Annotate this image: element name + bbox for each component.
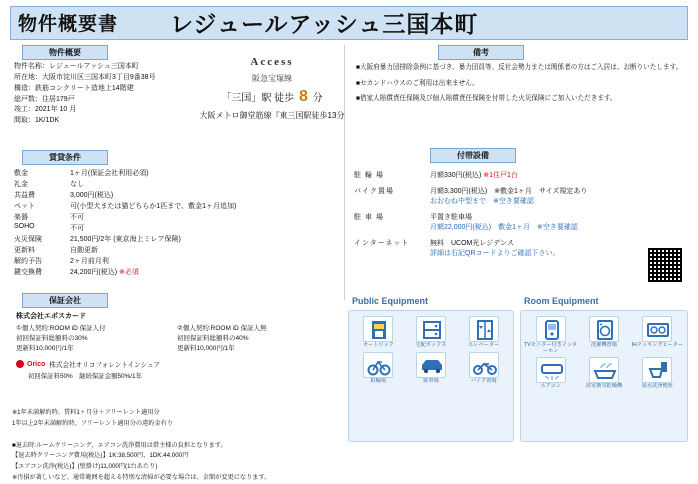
outline-row: 所在地：大阪市淀川区三国本町3丁目9番38号 [14, 73, 156, 81]
facility-note: ※1住戸1台 [483, 172, 518, 179]
access-walk-minutes: 8 [298, 88, 308, 105]
equipment-item [405, 352, 458, 385]
public-equipment-box [348, 310, 514, 442]
access-walk-label: 徒歩 [274, 93, 295, 104]
footnotes [12, 408, 342, 484]
plan-line: 更新料10,000円/1年 [16, 344, 74, 352]
terms-section [12, 150, 338, 277]
equipment-item [457, 316, 510, 349]
orico-brand: Orico [27, 360, 46, 368]
ih-stove-icon [642, 316, 672, 342]
room-equipment-grid [521, 311, 687, 393]
footnote-line: 【退去時クリーニング費用(税込)】1K:38,500円、1DK:44,000円 [12, 452, 189, 460]
footnote-line: 【エアコン洗浄(税込)】(壁掛け)11,000円(1台あたり) [12, 463, 158, 471]
terms-key: SOHO [14, 222, 35, 230]
equipment-item [631, 357, 684, 390]
facility-note: 詳細は右記QRコードよりご確認下さい。 [430, 250, 560, 257]
terms-value: 2ヶ月前月利 [70, 257, 109, 265]
page-title: 物件概要書 [18, 14, 119, 35]
footnote-line: ※1年未満解約時、賃料1ヶ月分＋フリーレント適用分 [12, 409, 160, 416]
orico-company: 株式会社オリコフォレントインシュア [49, 362, 161, 370]
table-row [12, 222, 334, 233]
terms-section-title: 賃貸条件 [22, 150, 108, 165]
facility-value [428, 167, 682, 183]
plan-line: 初回保証料総額料の30% [16, 334, 88, 342]
remarks-item: ■借家人賠償責任保険及び個人賠償責任保険を付帯した火災保険にご加入いただきます。 [356, 95, 617, 103]
terms-key: 礼金 [14, 180, 28, 188]
motorcycle-parking-icon [469, 352, 499, 378]
facility-value [428, 235, 682, 261]
auto-lock-icon [363, 316, 393, 342]
outline-row: 総戸数：住居179戸 [14, 95, 75, 103]
car-parking-icon [416, 352, 446, 378]
remarks-section [352, 45, 688, 110]
terms-value: なし [70, 180, 84, 188]
equipment-caption: エアコン [540, 383, 561, 390]
guarantor-plan-without-cosigner [177, 324, 338, 353]
guarantor-plan-with-cosigner [16, 324, 177, 353]
outline-row: 物件名称：レジュールアッシュ三国本町 [14, 63, 139, 70]
public-equipment-grid [349, 311, 513, 387]
facility-key: 駐 輪 場 [354, 172, 384, 179]
facility-value-text: 月額330円(税込) [430, 172, 482, 179]
plan-line: ②個人契約:ROOM iD 保証人無 [177, 325, 267, 332]
terms-value: 21,500円/2年 (東京海上ミレア保険) [70, 235, 181, 243]
footnote-line: 1年以上2年未満解約時、フリーレント適用分の違約金有り [12, 419, 174, 427]
outline-row: 構造：鉄筋コンクリート造地上14階建 [14, 84, 134, 92]
tv-intercom-icon [536, 316, 566, 342]
equipment-item [524, 357, 577, 390]
terms-key: ペット [14, 202, 35, 210]
terms-key: 火災保険 [14, 235, 42, 243]
guarantor-company: 株式会社エポスカード [16, 313, 86, 320]
table-row [12, 167, 334, 178]
terms-value: 不可 [70, 224, 84, 232]
facility-value-text: 平置き駐車場 [430, 214, 472, 221]
access-station: 「三国」駅 [221, 93, 272, 104]
facility-value-text: 月額3,300円(税込) ※敷金1ヶ月 サイズ規定あり [430, 188, 588, 195]
plan-line: 初回保証料総額料の40% [177, 334, 249, 342]
terms-value: 不可 [70, 213, 84, 221]
access-sub-line: 大阪メトロ御堂筋線『東三国駅徒歩13分 [199, 111, 345, 120]
equipment-caption: 温水洗浄便座 [641, 383, 673, 390]
equipment-caption: 駐輪場 [370, 377, 387, 384]
outline-section [12, 45, 338, 127]
facility-value [428, 209, 682, 235]
guarantor-section-title: 保証会社 [22, 293, 108, 308]
terms-value-text: 24,200円(税込) [70, 268, 118, 276]
remarks-section-title: 備考 [438, 45, 524, 60]
terms-value: 3,000円(税込) [70, 191, 114, 199]
terms-key: 解約予告 [14, 257, 42, 265]
terms-value: 自動更新 [70, 246, 98, 254]
orico-row [12, 359, 338, 369]
facility-key: 駐 車 場 [354, 214, 384, 221]
elevator-icon [469, 316, 499, 342]
terms-value-note: ※必須 [119, 268, 139, 276]
equipment-caption: オートロック [362, 342, 394, 348]
remarks-item: ■セカンドハウスのご利用は出来ません。 [356, 79, 479, 87]
table-row [352, 209, 682, 235]
equipment-item [577, 357, 630, 390]
equipment-item [577, 316, 630, 354]
property-name-title: レジュールアッシュ三国本町 [170, 11, 479, 37]
equipment-caption: TVモニター付きインターホン [524, 342, 578, 354]
footnote-line: ■退去時:ルームクリーニング、エアコン洗浄費用は借主様の負担となります。 [12, 441, 227, 449]
equipment-caption: IHクッキングヒーター [631, 342, 684, 348]
facility-note: おおむね中型まで ※空き要確認 [430, 198, 534, 205]
table-row [12, 178, 334, 189]
table-row [12, 233, 334, 244]
washer-space-icon [589, 316, 619, 342]
internet-qr-code[interactable] [646, 246, 684, 284]
equipment-caption: 洗濯機置場 [590, 342, 617, 348]
outline-section-title: 物件概要 [22, 45, 108, 60]
plan-line: 更新料10,000円/1年 [177, 344, 235, 352]
equipment-item [524, 316, 577, 354]
equipment-item [457, 352, 510, 385]
orico-logo-icon [16, 360, 24, 368]
equipment-caption: 宅配ボックス [415, 342, 447, 348]
terms-key: 共益費 [14, 191, 35, 199]
access-walk-unit: 分 [312, 93, 323, 104]
remarks-item: ■大阪府暴力団排除条例に基づき、暴力団員等、反社会勢力または関係者の方はご入居は、お断りいたします。 [356, 64, 683, 71]
equipment-caption: エレベーター [468, 342, 500, 348]
footnote-line [12, 430, 342, 441]
table-row [12, 255, 334, 266]
terms-table [12, 167, 334, 277]
equipment-area [348, 296, 688, 456]
terms-value [68, 266, 334, 277]
facility-value-text: 無料 UCOM光レジデンス [430, 240, 514, 247]
equipment-item [405, 316, 458, 349]
table-row [352, 183, 682, 209]
terms-key: 敷金 [14, 169, 28, 177]
facility-table [352, 167, 682, 261]
delivery-box-icon [416, 316, 446, 342]
table-row [12, 200, 334, 211]
outline-row: 竣工：2021年 10 月 [14, 106, 77, 114]
air-conditioner-icon [536, 357, 566, 383]
access-line: 阪急宝塚線 [252, 74, 292, 83]
equipment-caption: バイク置場 [470, 377, 497, 384]
table-row [352, 235, 682, 261]
room-equipment-label: Room Equipment [524, 296, 599, 306]
outline-rows [12, 62, 338, 127]
terms-key: 更新料 [14, 246, 35, 254]
access-heading: Access [250, 56, 294, 68]
table-row [352, 167, 682, 183]
bath-dryer-icon [589, 357, 619, 383]
facility-section [352, 148, 688, 261]
table-row [12, 244, 334, 255]
guarantor-plans [12, 324, 338, 353]
public-equipment-label: Public Equipment [352, 296, 429, 306]
outline-row: 間取：1K/1DK [14, 117, 60, 125]
guarantor-section [12, 293, 338, 380]
equipment-item [631, 316, 684, 354]
orico-detail: 初回保証料50% 継続保証金額50%/1年 [28, 373, 142, 381]
facility-section-title: 付帯設備 [430, 148, 516, 163]
room-equipment-box [520, 310, 688, 442]
plan-line: ①個人契約:ROOM iD 保証人付 [16, 325, 106, 332]
table-row [12, 189, 334, 200]
terms-key: 鍵交換費 [14, 268, 42, 276]
equipment-caption: 駐車場 [423, 377, 439, 384]
facility-key: インターネット [354, 240, 410, 247]
facility-note: 月額22,000円(税込) 敷金1ヶ月 ※空き要確認 [430, 224, 578, 231]
footnote-line: ※汚損が著しいなど、通常範囲を超える特別な清掃が必要な場合は、金額が変更になります。 [12, 474, 271, 482]
terms-value: 1ヶ月(保証会社利用必須) [70, 169, 149, 177]
facility-value [428, 183, 682, 209]
facility-key: バイク置場 [354, 188, 394, 195]
remarks-body [352, 63, 688, 105]
bicycle-parking-icon [363, 352, 393, 378]
equipment-item [352, 352, 405, 385]
equipment-item [352, 316, 405, 349]
washlet-icon [642, 357, 672, 383]
equipment-caption: 浴室換気乾燥機 [585, 383, 623, 390]
table-row [12, 211, 334, 222]
document-header [10, 6, 688, 40]
terms-value: 可(小型犬または猫どちらか1匹まで、敷金1ヶ月追加) [70, 202, 237, 210]
terms-key: 楽器 [14, 213, 28, 221]
table-row [12, 266, 334, 277]
